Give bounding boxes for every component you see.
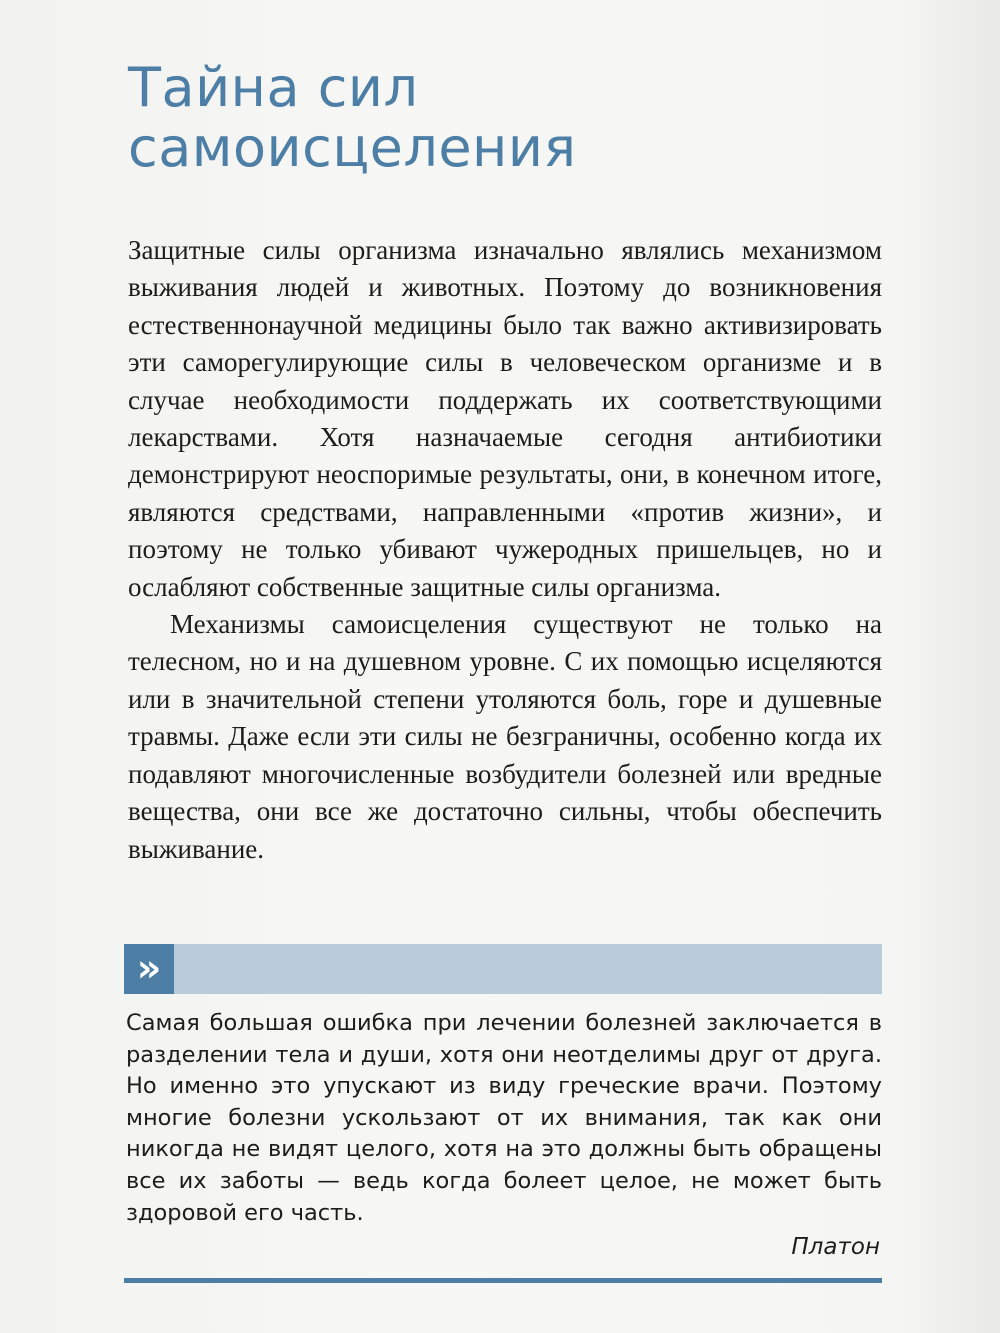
page-title [128, 58, 888, 178]
quote-author: Платон [791, 1234, 880, 1260]
title-line-1: Тайна сил [128, 56, 419, 119]
paragraph-2: Механизмы самоисцеления существуют не только на телесном, но и на душевном уровне. С их помощью исцеляются или в значительной степени утоляются боль, горе и душевные травмы. Даже если эти силы не безграничны, особенно когда их подавляют многочисленные возбудители болезней или вредные вещества, они все же достаточно сильны, чтобы обеспечить выживание. [128, 609, 882, 864]
body-text [128, 232, 882, 868]
quote-header-bar [124, 944, 882, 994]
quote-chevron-icon: » [124, 944, 174, 994]
paragraph-1: Защитные силы организма изначально являлись механизмом выживания людей и животных. Поэтому до возникновения естественнонаучной медицины было так важно активизировать эти саморегулирующие силы в человеческом организме и в случае необходимости поддержать их соответствующими лекарствами. Хотя назначаемые сегодня антибиотики демонстрируют неоспоримые результаты, они, в конечном итоге, являются средствами, направленными «против жизни», и поэтому не только убивают чужеродных пришельцев, но и ослабляют собственные защитные силы организма. [128, 235, 882, 602]
quote-text: Самая большая ошибка при лечении болезней заключается в разделении тела и души, хотя они неотделимы друг от друга. Но именно это упускают из виду греческие врачи. Поэтому многие болезни ускользают от их внимания, так как они никогда не видят целого, хотя на это должны быть обращены все их заботы — ведь когда болеет целое, не может быть здоровой его часть. [126, 1010, 882, 1226]
bottom-divider [124, 1278, 882, 1283]
title-line-2: самоисцеления [128, 116, 577, 179]
